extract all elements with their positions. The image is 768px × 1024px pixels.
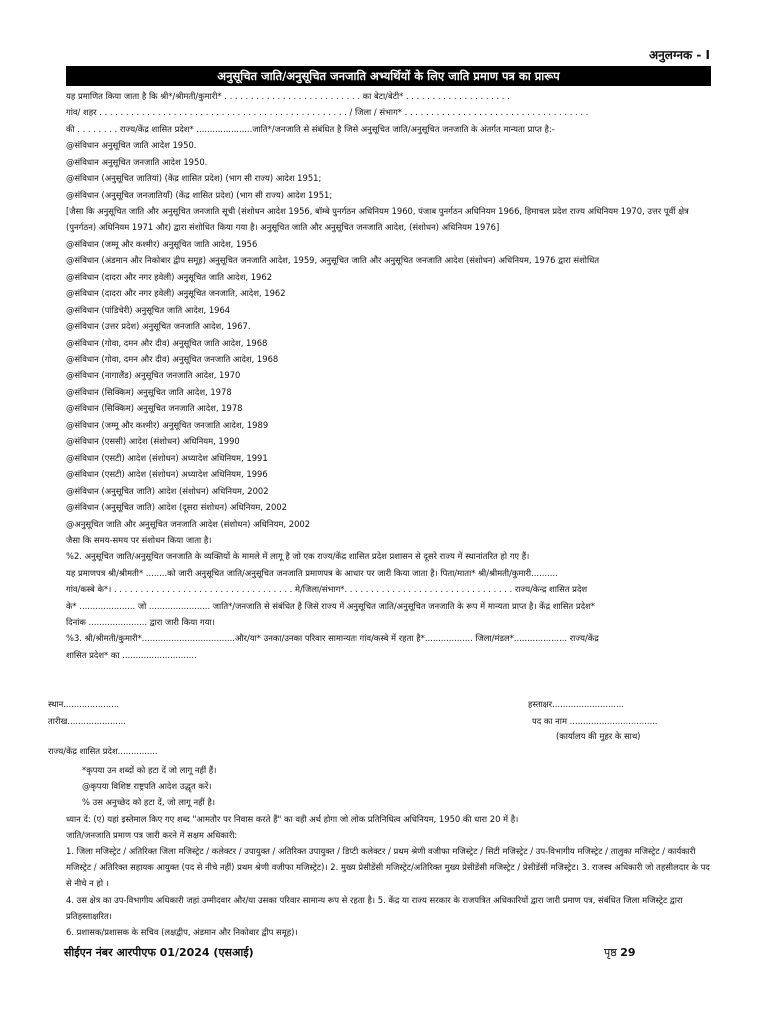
authority-item: 1. जिला मजिस्ट्रेट / अतिरिक्त जिला मजिस्ट्रेट / कलेक्टर / उपायुक्त / अतिरिक्त उपायुक्त / डिप्टी कलेक्टर / प्रथम श्रेणी वजीफा मजिस्ट्रेट / सिटी मजिस्ट्रेट / उप-विभागीय मजिस्ट्रेट / तालुका मजिस्ट्रेट / कार्यकारी मजिस्ट्रेट / अतिरिक्त सहायक आयुक्त (पद से नीचे नहीं) प्रथम श्रेणी वजीफा मजिस्ट्रेट)। 2. मुख्य प्रेसीडेंसी मजिस्ट्रेट/अतिरिक्त मुख्य प्रेसीडेंसी मजिस्ट्रेट / प्रेसीडेंसी मजिस्ट्रेट। 3. राजस्व अधिकारी जो तहसीलदार के पद से नीचे न हो । [66, 846, 710, 889]
order-item: @संविधान (अंडमान और निकोबार द्वीप समूह) अनुसूचित जनजाति आदेश, 1959, अनुसूचित जाति और अनुसूचित जनजाति आदेश (संशोधन) अधिनियम, 1976 द्वारा संशोधित [66, 255, 600, 266]
paragraph-2-line: के* ..................... जो ....................... जाति*/जनजाति से संबंधित है जिसे राज्य में अनुसूचित जाति/अनुसूचित जनजाति के रूप में मान्यता प्राप्त है। केंद्र शासित प्रदेश* [66, 600, 595, 611]
authority-item: 4. उस क्षेत्र का उप-विभागीय अधिकारी जहां उम्मीदवार और/या उसका परिवार सामान्य रूप से रहता है। 5. केंद्र या राज्य सरकार के राजपत्रित अधिकारियों द्वारा जारी प्रमाण पत्र, संबंधित जिला मजिस्ट्रेट द्वारा प्रतिहस्ताक्षरित। [66, 894, 683, 921]
authority-heading: जाति/जनजाति प्रमाण पत्र जारी करने में सक्षम अधिकारी: [66, 829, 238, 840]
order-item: जैसा कि समय-समय पर संशोधन किया जाता है। [66, 535, 212, 545]
paragraph-2-line: यह प्रमाणपत्र श्री/श्रीमती* ........को जारी अनुसूचित जाति/अनुसूचित जनजाति प्रमाणपत्र के आधार पर जारी किया जाता है। पिता/माता* श्री/श्रीमती/कुमारी.......... [66, 567, 558, 578]
state-field: राज्य/केंद्र शासित प्रदेश............... [48, 746, 158, 756]
orders-list-a [66, 137, 714, 203]
notice-number: सीईएन नंबर आरपीएफ 01/2024 (एसआई) [64, 946, 254, 959]
page-number [604, 945, 636, 960]
signature-field: हस्ताक्षर........................... [528, 699, 624, 709]
order-item: @संविधान अनुसूचित जनजाति आदेश 1950. [66, 156, 208, 167]
order-item: @संविधान (सिक्किम) अनुसूचित जनजाति आदेश, 1978 [66, 403, 243, 414]
paragraph-3-line: शासित प्रदेश* का ............................ [66, 649, 197, 660]
page-number-value: 29 [620, 946, 636, 959]
order-item: @संविधान (एसटी) आदेश (संशोधन) अध्यादेश अधिनियम, 1996 [66, 469, 268, 480]
designation-field: पद का नाम ................................. [532, 716, 658, 726]
order-item: @संविधान (दादरा और नगर हवेली) अनुसूचित जनजाति, आदेश, 1962 [66, 288, 286, 299]
order-item: @संविधान (सिक्किम) अनुसूचित जाति आदेश, 1978 [66, 386, 232, 397]
authority-item: 6. प्रशासक/प्रशासक के सचिव (लक्षद्वीप, अंडमान और निकोबार द्वीप समूह)। [66, 927, 298, 938]
orders-list-b [66, 236, 714, 549]
office-seal-note: (कार्यालय की मुहर के साथ) [556, 731, 641, 741]
notes-section [66, 762, 714, 940]
note-item: *कृपया उन शब्दों को हटा दें जो लागू नहीं हैं। [82, 765, 217, 775]
note-text: ध्यान दें: (ए) यहां इस्तेमाल किए गए शब्द "आमतौर पर निवास करते हैं" का वही अर्थ होगा जो लोक प्रतिनिधित्व अधिनियम, 1950 की धारा 20 में है। [66, 813, 519, 824]
order-item: @संविधान (गोवा, दमन और दीव) अनुसूचित जनजाति आदेश, 1968 [66, 354, 279, 365]
paragraph-2-line: गांव/कस्बे के*। . . . . . . . . . . . . . . . . . . . . . . . . . . . . . . . . . . मे/जिला/संभाग*. . . . . . . . . . . . . . . . . . . . . . . . . . . . . . . . राज्य/केन्द्र शासित प्रदेश [66, 584, 588, 595]
paragraph-3-line: %3. श्री/श्रीमती/कुमारी*...................................और/या* उनका/उनका परिवार सामान्यतः गांव/कस्बे में रहता है*.................. जिला/मंडल*.................... राज्य/केंद्र [66, 633, 599, 644]
annex-label: अनुलग्नक - I [648, 48, 710, 62]
amendment-note: [जैसा कि अनुसूचित जाति और अनुसूचित जनजाति सूची (संशोधन आदेश 1956, बॉम्बे पुनर्गठन अधिनियम 1960, पंजाब पुनर्गठन अधिनियम 1966, हिमाचल प्रदेश राज्य अधिनियम 1970, उत्तर पूर्वी क्षेत्र (पुनर्गठन) अधिनियम 1971 और) द्वारा संशोधित किया गया है। अनुसूचित जाति और अनुसूचित जनजाति आदेश, (संशोधन) अधिनियम 1976] [66, 206, 689, 233]
form-body [66, 88, 714, 663]
order-item: @संविधान (जम्मू और कश्मीर) अनुसूचित जनजाति आदेश, 1989 [66, 419, 269, 430]
order-item: @संविधान (अनुसूचित जनजातियाँ) (केंद्र शासित प्रदेश) (भाग सी राज्य) आदेश 1951; [66, 189, 333, 200]
order-item: @संविधान (अनुसूचित जाति) आदेश (संशोधन) अधिनियम, 2002 [66, 485, 269, 496]
order-item: @संविधान (जम्मू और कश्मीर) अनुसूचित जाति आदेश, 1956 [66, 238, 258, 249]
date-field: तारीख...................... [48, 716, 126, 726]
form-title: अनुसूचित जाति/अनुसूचित जनजाति अभ्यर्थियों के लिए जाति प्रमाण पत्र का प्रारूप [66, 66, 711, 86]
page-label: पृष्ठ [604, 946, 621, 959]
intro-line: यह प्रमाणित किया जाता है कि श्री*/श्रीमती/कुमारी* . . . . . . . . . . . . . . . . . . . . . . . . . . का बेटा/बेटी* . . . . . . . . . . . . . . . . . . . . [66, 91, 510, 101]
order-item: @संविधान (उत्तर प्रदेश) अनुसूचित जनजाति आदेश, 1967. [66, 321, 251, 332]
order-item: @संविधान (एससी) आदेश (संशोधन) अधिनियम, 1990 [66, 436, 240, 447]
order-item: @संविधान (पांडिचेरी) अनुसूचित जाति आदेश, 1964 [66, 304, 231, 315]
paragraph-2-line: दिनांक ...................... द्वारा जारी किया गया। [66, 617, 215, 628]
order-item: @संविधान (अनुसूचित जातियां) (केंद्र शासित प्रदेश) (भाग सी राज्य) आदेश 1951; [66, 173, 322, 184]
intro-line: गांव/ शहर . . . . . . . . . . . . . . . . . . . . . . . . . . . . . . . . . . . . . . . . . . . . . . . / जिला / संभाग* . . . . . . . . . . . . . . . . . . . . . . . . . . . . . . . . . . . [66, 107, 589, 118]
order-item: @संविधान (अनुसूचित जाति) आदेश (दूसरा संशोधन) अधिनियम, 2002 [66, 502, 287, 513]
intro-line: की . . . . . . . . राज्य/केंद्र शासित प्रदेश* .....................जाति*/जनजाति से संबंधित है जिसे अनुसूचित जाति/अनुसूचित जनजाति के अंतर्गत मान्यता प्राप्त है:- [66, 123, 555, 134]
paragraph-2: %2. अनुसूचित जाति/अनुसूचित जनजाति के व्यक्तियों के मामले में लागू है जो एक राज्य/केंद्र शासित प्रदेश प्रशासन से दूसरे राज्य में स्थानांतरित हो गए हैं। [66, 551, 530, 562]
order-item: @संविधान (गोवा, दमन और दीव) अनुसूचित जाति आदेश, 1968 [66, 337, 268, 348]
order-item: @संविधान (दादरा और नगर हवेली) अनुसूचित जाति आदेश, 1962 [66, 271, 273, 282]
place-field: स्थान..................... [48, 699, 120, 709]
order-item: @संविधान (नागालैंड) अनुसूचित जनजाति आदेश, 1970 [66, 370, 241, 381]
order-item: @संविधान (एसटी) आदेश (संशोधन) अध्यादेश अधिनियम, 1991 [66, 452, 268, 463]
order-item: @संविधान अनुसूचित जाति आदेश 1950. [66, 140, 197, 151]
note-item: @कृपया विशिष्ट राष्ट्रपति आदेश उद्धृत करें। [82, 781, 212, 792]
note-item: % उस अनुच्छेद को हटा दें, जो लागू नहीं है। [82, 797, 215, 808]
order-item: @अनुसूचित जाति और अनुसूचित जनजाति आदेश (संशोधन) अधिनियम, 2002 [66, 518, 311, 529]
